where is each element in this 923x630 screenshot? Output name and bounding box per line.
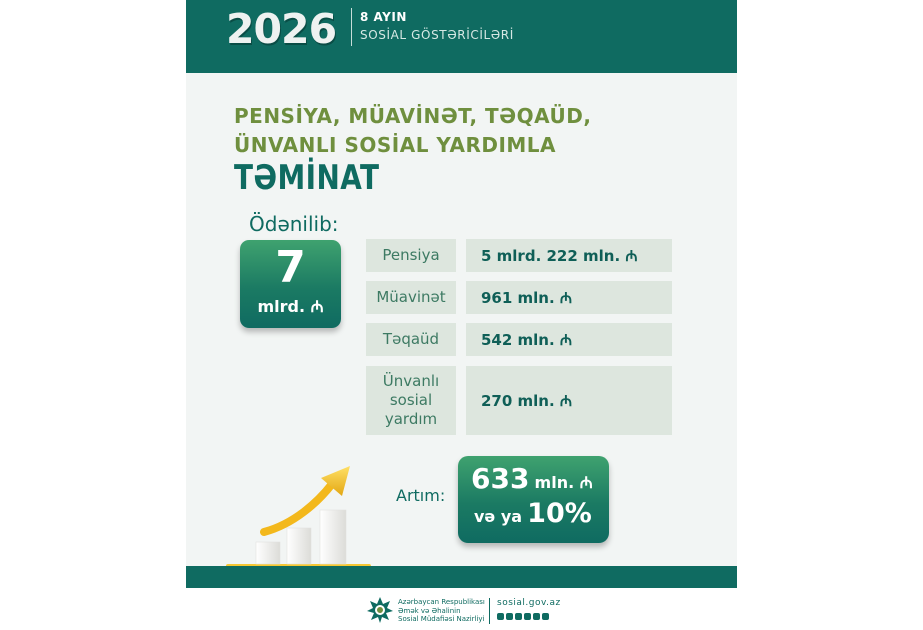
growth-label: Artım: — [396, 486, 446, 505]
infographic-card — [186, 0, 737, 630]
footer-organization: Azərbaycan Respublikası Əmək və Əhalinin Sosial Müdafiəsi Nazirliyi — [398, 598, 485, 623]
instagram-icon[interactable] — [506, 613, 513, 620]
title-main: TƏMİNAT — [234, 158, 380, 198]
title-line-2: ÜNVANLI SOSİAL YARDIMLA — [234, 133, 557, 157]
table-row-value: 270 mln. ₼ — [466, 366, 672, 435]
footer — [186, 588, 737, 630]
header-divider — [351, 8, 352, 46]
telegram-icon[interactable] — [515, 613, 522, 620]
youtube-icon[interactable] — [533, 613, 540, 620]
title-line-1: PENSİYA, MÜAVİNƏT, TƏQAÜD, — [234, 104, 592, 128]
footer-website[interactable]: sosial.gov.az — [497, 598, 561, 608]
social-links — [497, 613, 549, 620]
growth-amount: 633 — [471, 462, 530, 495]
table-row-value: 961 mln. ₼ — [466, 281, 672, 314]
table-row-label: Təqaüd — [366, 323, 456, 356]
table-row-value: 5 mlrd. 222 mln. ₼ — [466, 239, 672, 272]
growth-unit: mln. ₼ — [534, 473, 593, 492]
growth-box — [458, 456, 609, 543]
facebook-icon[interactable] — [497, 613, 504, 620]
table-row-label: Müavinət — [366, 281, 456, 314]
table-row-value: 542 mln. ₼ — [466, 323, 672, 356]
paid-label: Ödənilib: — [249, 212, 339, 236]
header-banner — [186, 0, 737, 73]
twitter-icon[interactable] — [524, 613, 531, 620]
header-year: 2026 — [226, 5, 337, 53]
header-subtitle: SOSİAL GÖSTƏRİCİLƏRİ — [360, 28, 514, 42]
ministry-emblem-icon — [366, 596, 394, 624]
table-row-label: Ünvanlı sosial yardım — [366, 366, 456, 435]
growth-chart-icon — [226, 462, 371, 580]
growth-connector: və ya — [474, 507, 523, 526]
footer-divider — [489, 598, 490, 624]
bottom-bar — [186, 566, 737, 588]
linkedin-icon[interactable] — [542, 613, 549, 620]
growth-percent: 10% — [527, 498, 592, 529]
paid-total-box — [240, 240, 341, 328]
header-period: 8 AYIN — [360, 10, 407, 24]
paid-unit: mlrd. ₼ — [257, 297, 324, 316]
paid-amount: 7 — [275, 242, 306, 293]
table-row-label: Pensiya — [366, 239, 456, 272]
